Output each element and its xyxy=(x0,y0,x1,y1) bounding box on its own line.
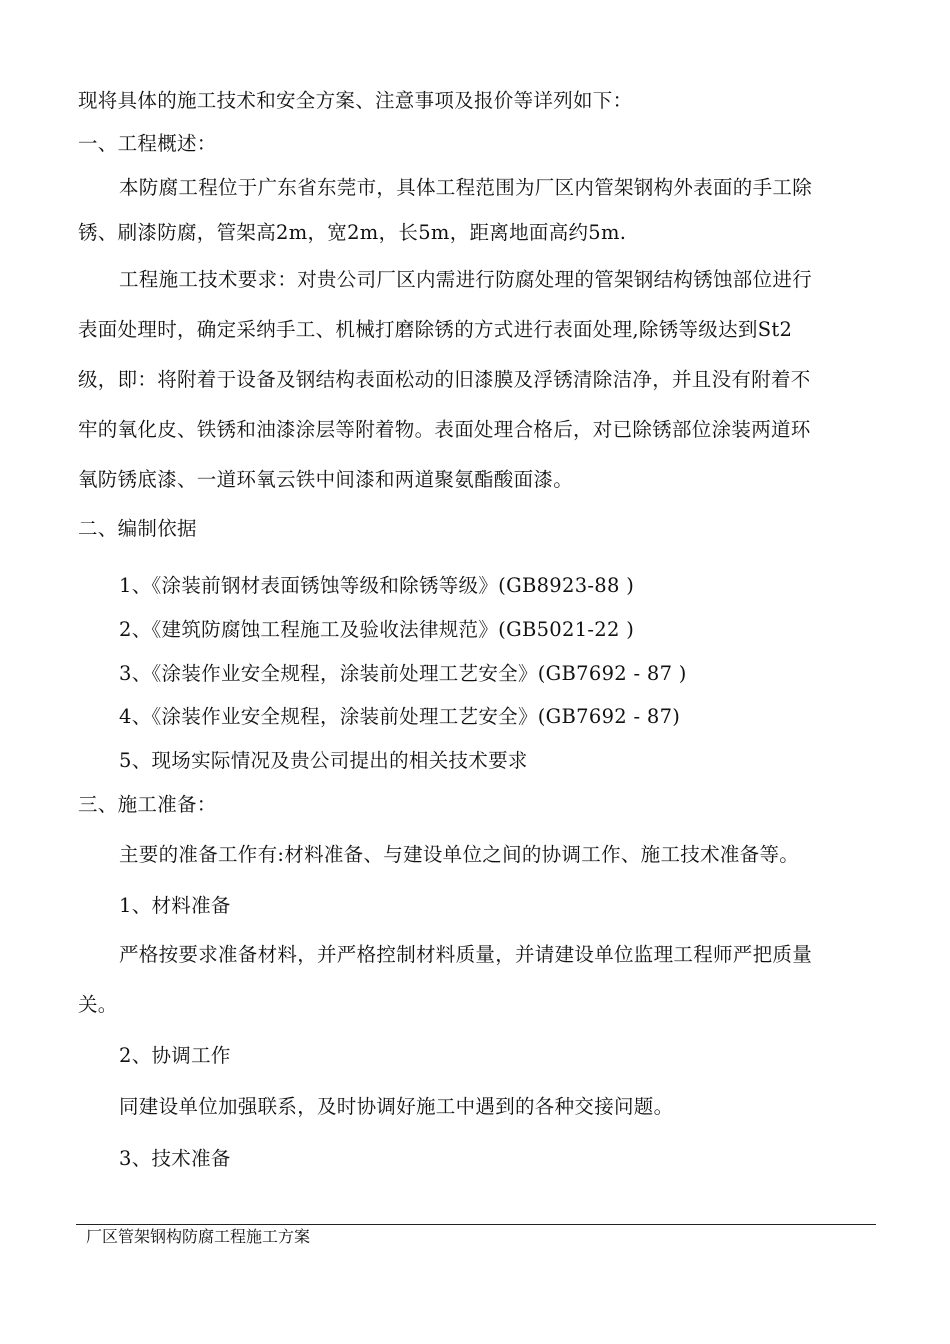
subsection-coordination-line-1: 同建设单位加强联系，及时协调好施工中遇到的各种交接问题。 xyxy=(119,1095,674,1118)
section-1-para-2-line-2: 表面处理时，确定采纳手工、机械打磨除锈的方式进行表面处理,除锈等级达到St2 xyxy=(78,318,793,341)
section-1-heading: 一、工程概述： xyxy=(78,132,217,155)
section-1-para-2-line-1: 工程施工技术要求：对贵公司厂区内需进行防腐处理的管架钢结构锈蚀部位进行 xyxy=(119,268,813,291)
subsection-materials-line-1: 严格按要求准备材料，并严格控制材料质量，并请建设单位监理工程师严把质量 xyxy=(119,943,813,966)
intro-text: 现将具体的施工技术和安全方案、注意事项及报价等详列如下： xyxy=(78,89,633,112)
footer-title: 厂区管架钢构防腐工程施工方案 xyxy=(86,1227,311,1246)
subsection-coordination-title: 2、协调工作 xyxy=(119,1044,231,1067)
section-1-para-1-line-2: 锈、刷漆防腐，管架高2m，宽2m，长5m，距离地面高约5m. xyxy=(78,221,627,244)
reference-item-1: 1、《涂装前钢材表面锈蚀等级和除锈等级》(GB8923-88 ) xyxy=(119,574,635,597)
section-2-heading: 二、编制依据 xyxy=(78,517,197,540)
section-3-heading: 三、施工准备： xyxy=(78,793,217,816)
reference-item-5: 5、现场实际情况及贵公司提出的相关技术要求 xyxy=(119,749,528,772)
section-1-para-2-line-4: 牢的氧化皮、铁锈和油漆涂层等附着物。表面处理合格后，对已除锈部位涂装两道环 xyxy=(78,418,811,441)
reference-item-4: 4、《涂装作业安全规程，涂装前处理工艺安全》(GB7692 - 87) xyxy=(119,705,681,728)
subsection-materials-line-2: 关。 xyxy=(78,993,118,1016)
section-1-para-1-line-1: 本防腐工程位于广东省东莞市，具体工程范围为厂区内管架钢构外表面的手工除 xyxy=(119,176,813,199)
section-1-para-2-line-3: 级，即：将附着于设备及钢结构表面松动的旧漆膜及浮锈清除洁净，并且没有附着不 xyxy=(78,368,811,391)
footer-divider xyxy=(76,1224,876,1225)
section-3-intro: 主要的准备工作有:材料准备、与建设单位之间的协调工作、施工技术准备等。 xyxy=(119,843,800,866)
reference-item-3: 3、《涂装作业安全规程，涂装前处理工艺安全》(GB7692 - 87 ) xyxy=(119,662,687,685)
subsection-technical-title: 3、技术准备 xyxy=(119,1147,231,1170)
section-1-para-2-line-5: 氧防锈底漆、一道环氧云铁中间漆和两道聚氨酯酸面漆。 xyxy=(78,468,574,491)
reference-item-2: 2、《建筑防腐蚀工程施工及验收法律规范》(GB5021-22 ) xyxy=(119,618,635,641)
subsection-materials-title: 1、材料准备 xyxy=(119,894,231,917)
